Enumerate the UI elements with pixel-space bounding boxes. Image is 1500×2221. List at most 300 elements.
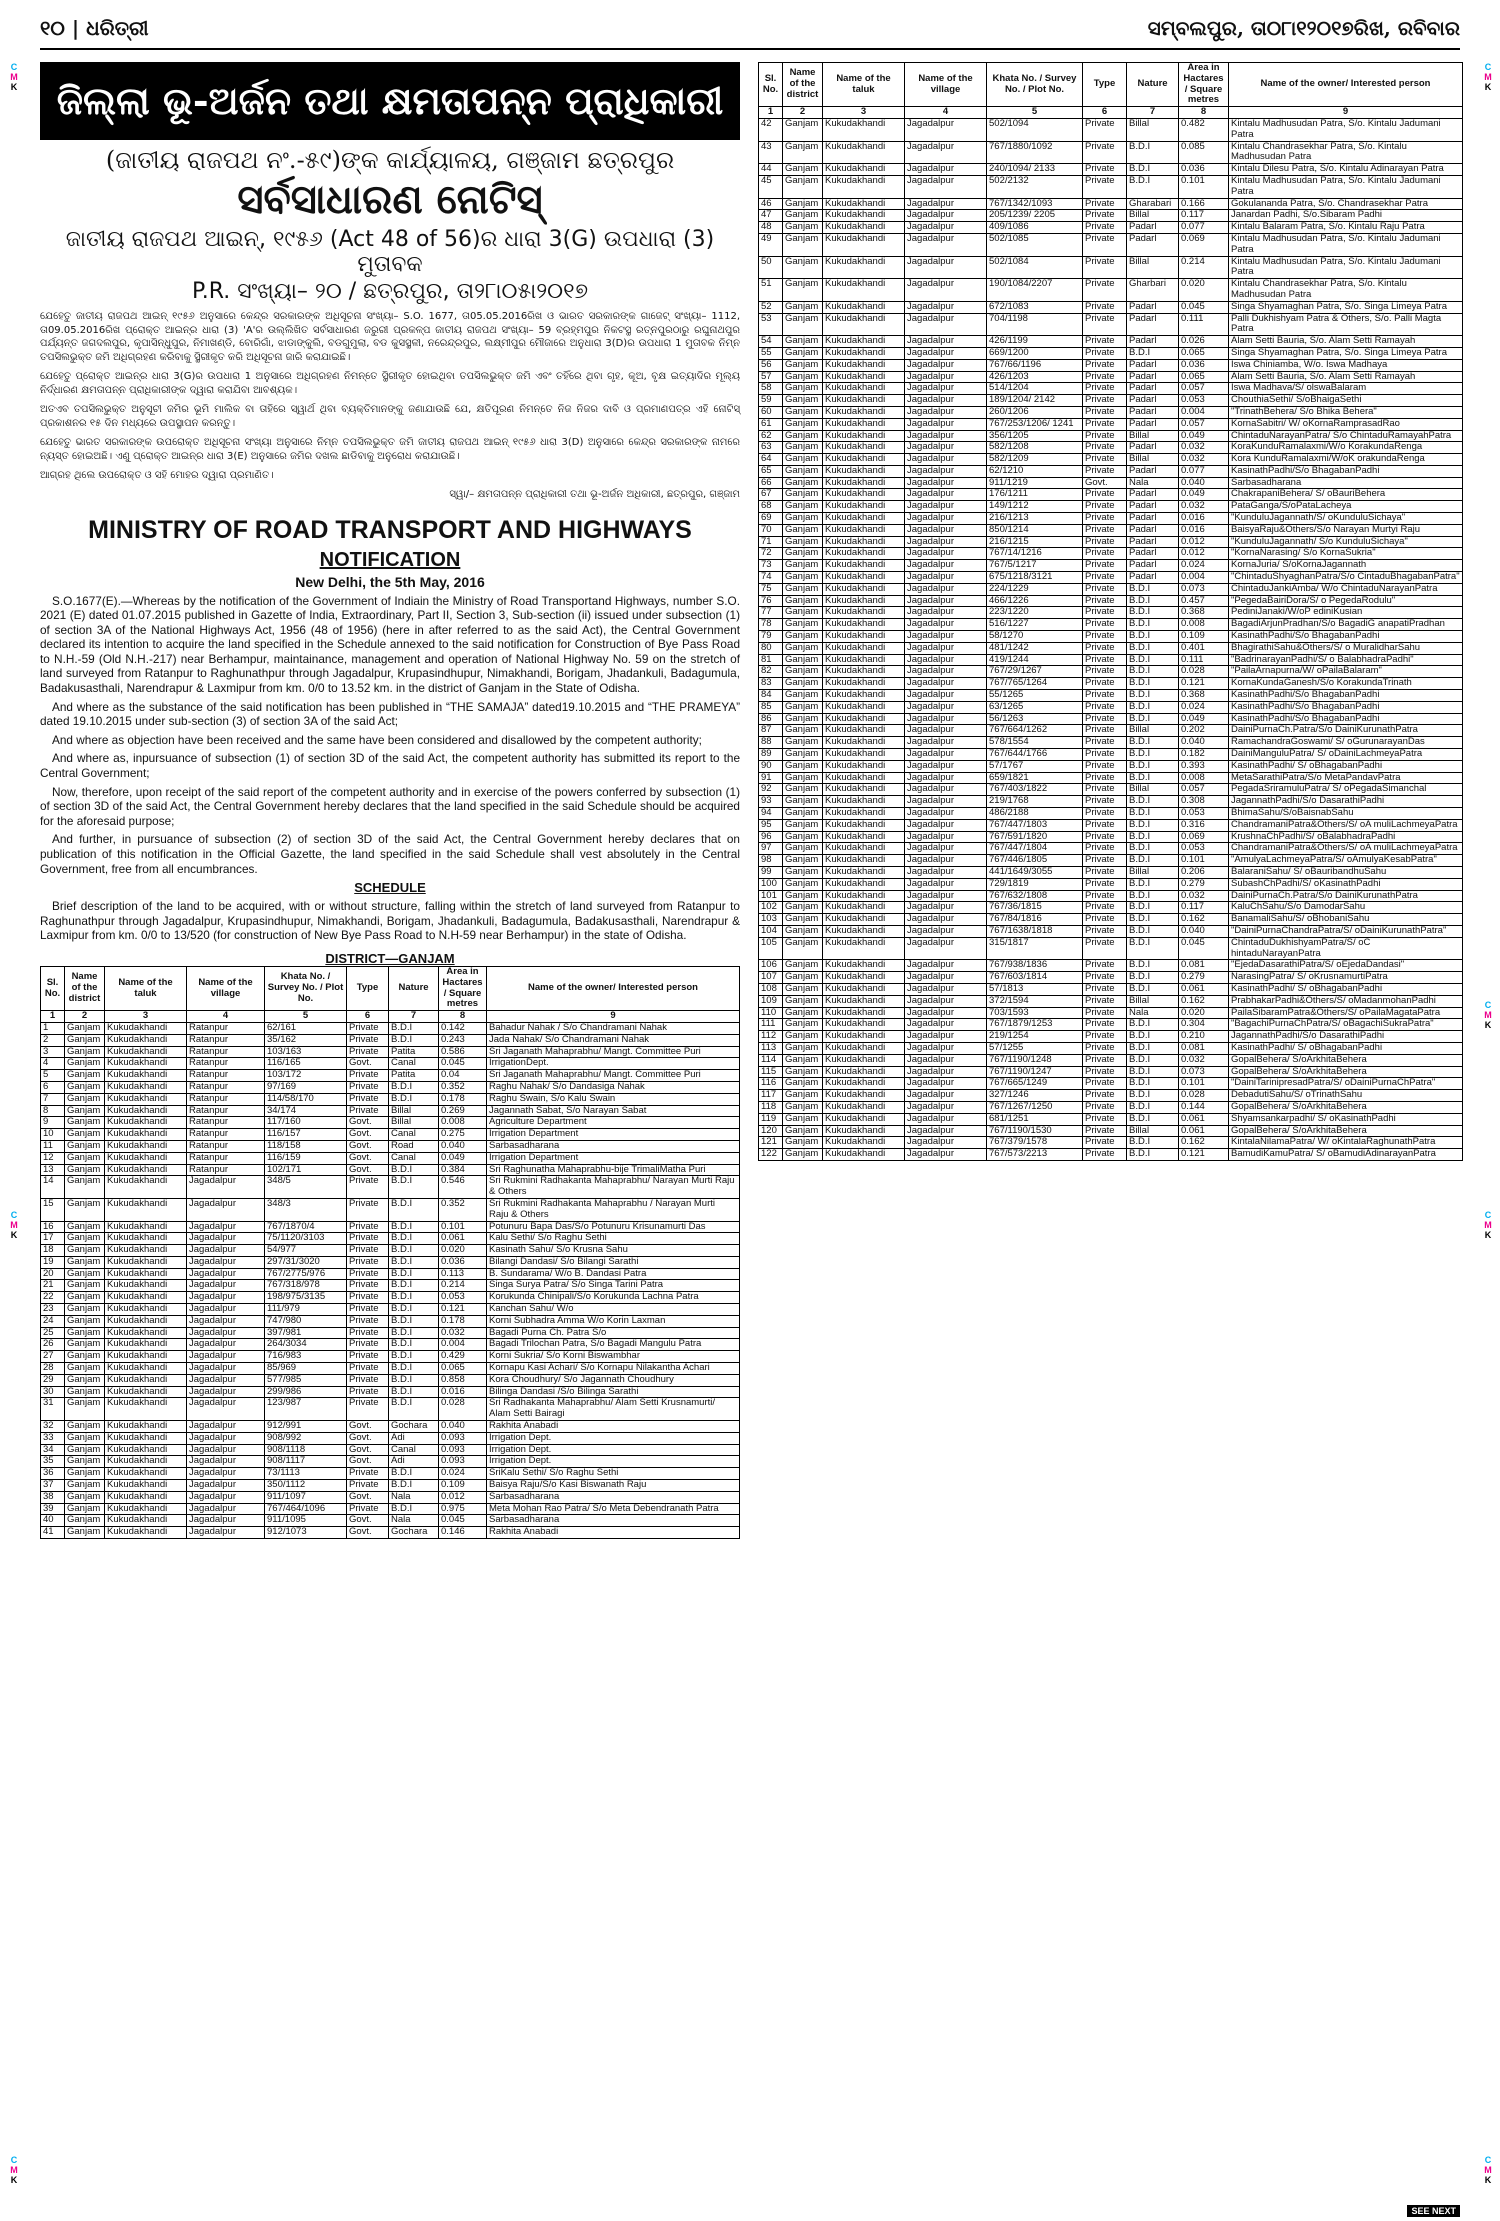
table-cell: Kukudakhandi: [823, 536, 905, 548]
table-cell: Jagadalpur: [187, 1398, 265, 1421]
table-cell: 112: [759, 1031, 783, 1043]
table-cell: Korni Sukria/ S/o Korni Biswambhar: [487, 1351, 740, 1363]
table-cell: Jada Nahak/ S/o Chandramani Nahak: [487, 1034, 740, 1046]
table-row: [759, 489, 1463, 501]
table-cell: B.D.I: [389, 1386, 439, 1398]
table-cell: Kukudakhandi: [105, 1480, 187, 1492]
table-cell: Govt.: [347, 1117, 389, 1129]
table-cell: Kukudakhandi: [105, 1315, 187, 1327]
table-cell: Bahadur Nahak / S/o Chandramani Nahak: [487, 1022, 740, 1034]
table-cell: Kukudakhandi: [105, 1432, 187, 1444]
table-row: [759, 972, 1463, 984]
table-row: [759, 619, 1463, 631]
table-cell: B.D.I: [389, 1374, 439, 1386]
table-cell: Private: [1083, 313, 1127, 336]
table-cell: BagadiArjunPradhan/S/o BagadiG anapatiPradhan: [1229, 619, 1463, 631]
table-cell: Kukudakhandi: [105, 1421, 187, 1433]
table-cell: 767/1190/1248: [987, 1054, 1083, 1066]
table-cell: Kukudakhandi: [823, 678, 905, 690]
table-cell: Private: [1083, 1149, 1127, 1161]
registration-mark: C M K: [10, 62, 18, 92]
table-cell: BalaraniSahu/ S/ oBauribandhuSahu: [1229, 866, 1463, 878]
table-cell: Canal: [389, 1444, 439, 1456]
table-cell: 114: [759, 1054, 783, 1066]
table-row: [41, 1432, 740, 1444]
table-cell: Private: [1083, 501, 1127, 513]
table-cell: Ganjam: [783, 642, 823, 654]
table-cell: 672/1083: [987, 301, 1083, 313]
table-cell: Ganjam: [65, 1339, 105, 1351]
table-row: [759, 678, 1463, 690]
table-cell: Private: [1083, 678, 1127, 690]
table-row: [41, 1022, 740, 1034]
table-cell: Jagadalpur: [905, 347, 987, 359]
table-cell: Jagadalpur: [905, 313, 987, 336]
table-cell: Jagadalpur: [905, 279, 987, 302]
table-cell: 767/253/1206/ 1241: [987, 418, 1083, 430]
table-cell: Ganjam: [783, 678, 823, 690]
table-cell: Ganjam: [783, 465, 823, 477]
table-cell: B.D.I: [389, 1034, 439, 1046]
table-cell: Ganjam: [65, 1140, 105, 1152]
table-cell: Billal: [1127, 118, 1179, 141]
table-row: [759, 831, 1463, 843]
table-cell: Padarl: [1127, 560, 1179, 572]
table-cell: Govt.: [347, 1456, 389, 1468]
table-cell: 767/1870/4: [265, 1221, 347, 1233]
notification-heading: NOTIFICATION: [319, 548, 461, 571]
table-cell: 502/1085: [987, 233, 1083, 256]
table-cell: Kukudakhandi: [105, 1304, 187, 1316]
table-row: [759, 760, 1463, 772]
table-cell: Ganjam: [783, 784, 823, 796]
table-cell: 120: [759, 1125, 783, 1137]
table-row: [759, 524, 1463, 536]
column-number: 8: [439, 1011, 487, 1023]
table-cell: 767/1267/1250: [987, 1101, 1083, 1113]
table-cell: Govt.: [1083, 477, 1127, 489]
table-cell: 0.482: [1179, 118, 1229, 141]
table-cell: 6: [41, 1081, 65, 1093]
table-row: [759, 1078, 1463, 1090]
table-cell: Padarl: [1127, 548, 1179, 560]
table-cell: Kukudakhandi: [823, 1031, 905, 1043]
table-cell: Ganjam: [783, 477, 823, 489]
table-cell: Ganjam: [783, 701, 823, 713]
table-cell: Padarl: [1127, 442, 1179, 454]
land-schedule-table-right: [758, 62, 1463, 1161]
table-row: [41, 1105, 740, 1117]
table-cell: Kukudakhandi: [105, 1292, 187, 1304]
table-cell: Ganjam: [783, 808, 823, 820]
table-cell: 216/1215: [987, 536, 1083, 548]
table-row: [759, 902, 1463, 914]
table-cell: 514/1204: [987, 383, 1083, 395]
table-row: [759, 164, 1463, 176]
table-cell: 47: [759, 210, 783, 222]
table-cell: ChintaduJankiAmba/ W/o ChintaduNarayanPatra: [1229, 583, 1463, 595]
table-cell: Jagadalpur: [187, 1292, 265, 1304]
table-cell: 149/1212: [987, 501, 1083, 513]
table-cell: 0.166: [1179, 198, 1229, 210]
table-cell: 54: [759, 336, 783, 348]
table-cell: Private: [347, 1386, 389, 1398]
table-cell: 43: [759, 141, 783, 164]
table-cell: Jagadalpur: [187, 1456, 265, 1468]
table-cell: Ganjam: [783, 866, 823, 878]
table-row: [759, 560, 1463, 572]
notification-paragraph: And where as, inpursuance of subsection (1) of section 3D of the said Act, the competent authority has submitted its report to the Central Government;: [40, 751, 740, 781]
table-cell: Kukudakhandi: [823, 1078, 905, 1090]
table-cell: Sri Rukmini Radhakanta Mahaprabhu / Narayan Murti Raju & Others: [487, 1198, 740, 1221]
table-cell: Ganjam: [783, 442, 823, 454]
table-row: [759, 1031, 1463, 1043]
table-cell: "EjedaDasarathiPatra/S/ oEjedaDandasi": [1229, 960, 1463, 972]
table-cell: Private: [347, 1398, 389, 1421]
table-cell: Jagadalpur: [187, 1480, 265, 1492]
table-cell: Road: [389, 1140, 439, 1152]
table-cell: 17: [41, 1233, 65, 1245]
table-cell: 0.032: [1179, 454, 1229, 466]
table-cell: Kukudakhandi: [823, 548, 905, 560]
table-row: [759, 642, 1463, 654]
table-cell: Private: [1083, 233, 1127, 256]
table-cell: Jagadalpur: [905, 371, 987, 383]
table-cell: Padarl: [1127, 501, 1179, 513]
column-header: Khata No. / Survey No. / Plot No.: [987, 63, 1083, 107]
table-cell: B.D.I: [389, 1081, 439, 1093]
table-cell: B.D.I: [1127, 347, 1179, 359]
table-cell: Jagadalpur: [905, 256, 987, 279]
table-row: [759, 890, 1463, 902]
table-cell: 502/1084: [987, 256, 1083, 279]
table-cell: Ganjam: [783, 313, 823, 336]
table-cell: 4: [41, 1058, 65, 1070]
table-cell: 767/664/1262: [987, 725, 1083, 737]
table-cell: KasinathPadhi/S/o BhagabanPadhi: [1229, 465, 1463, 477]
table-cell: Billal: [1127, 454, 1179, 466]
table-cell: Ganjam: [783, 925, 823, 937]
table-cell: 767/403/1822: [987, 784, 1083, 796]
table-cell: Kukudakhandi: [105, 1515, 187, 1527]
table-row: [759, 118, 1463, 141]
table-cell: Korni Subhadra Amma W/o Korin Laxman: [487, 1315, 740, 1327]
public-notice-title: ସର୍ବସାଧାରଣ ନୋଟିସ୍: [237, 176, 543, 223]
table-cell: Govt.: [347, 1129, 389, 1141]
odia-paragraph: ଅତଏବ ତପସିଲଭୁକ୍ତ ଅନୁସୂଚୀ ଜମିର ଭୂମି ମାଲିକ ବା ତାହିରେ ସ୍ୱାର୍ଥ ଥିବା ବ୍ୟକ୍ତିମାନଙ୍କୁ ଜଣାଯାଉଛି ଯେ, କ୍ଷତିପୂରଣ ନିମନ୍ତେ ନିଜ ନିଜର ଦାବି ଓ ପ୍ରମାଣପତ୍ର ଏହି ନୋଟିସ୍ ପ୍ରକାଶନର ୧୫ ଦିନ ମଧ୍ୟରେ ଉପସ୍ଥାପନ କରନ୍ତୁ।: [40, 404, 740, 429]
table-cell: Private: [1083, 1101, 1127, 1113]
table-cell: Private: [347, 1480, 389, 1492]
table-cell: "KunduluJagannath/ S/o KunduluSichaya": [1229, 536, 1463, 548]
table-cell: 23: [41, 1304, 65, 1316]
table-cell: 0.202: [1179, 725, 1229, 737]
column-header: Khata No. / Survey No. / Plot No.: [265, 966, 347, 1010]
table-row: [759, 313, 1463, 336]
table-cell: 912/1073: [265, 1527, 347, 1539]
table-row: [41, 1315, 740, 1327]
table-row: [41, 1444, 740, 1456]
table-cell: 240/1094/ 2133: [987, 164, 1083, 176]
table-cell: 65: [759, 465, 783, 477]
table-cell: Kornapu Kasi Achari/ S/o Kornapu Nilakantha Achari: [487, 1363, 740, 1375]
table-cell: 111: [759, 1019, 783, 1031]
table-cell: Private: [347, 1315, 389, 1327]
table-cell: Jagadalpur: [905, 1054, 987, 1066]
table-cell: Kukudakhandi: [105, 1093, 187, 1105]
table-cell: 0.049: [439, 1152, 487, 1164]
table-cell: 81: [759, 654, 783, 666]
table-cell: 176/1211: [987, 489, 1083, 501]
table-cell: 106: [759, 960, 783, 972]
table-cell: Private: [1083, 784, 1127, 796]
table-cell: Ganjam: [65, 1093, 105, 1105]
table-cell: "BadrinarayanPadhi/S/ o BalabhadraPadhi": [1229, 654, 1463, 666]
table-cell: 89: [759, 749, 783, 761]
odia-paragraph: ଆଗ୍ରହ ଥିଲେ ଉପରୋକ୍ତ ଓ ସହି ମୋହର ଦ୍ୱାରା ପ୍ରମାଣିତ।: [40, 470, 274, 481]
table-cell: Private: [1083, 937, 1127, 960]
table-cell: Kukudakhandi: [823, 1019, 905, 1031]
table-cell: Ganjam: [65, 1386, 105, 1398]
table-cell: Ganjam: [65, 1456, 105, 1468]
table-cell: Ganjam: [783, 749, 823, 761]
table-row: [759, 937, 1463, 960]
table-cell: "PegedaBairiDora/S/ o PegedaRodulu": [1229, 595, 1463, 607]
notification-dateline: New Delhi, the 5th May, 2016: [295, 573, 485, 590]
table-cell: Ganjam: [783, 1007, 823, 1019]
table-cell: Ganjam: [65, 1117, 105, 1129]
table-cell: 264/3034: [265, 1339, 347, 1351]
table-cell: 315/1817: [987, 937, 1083, 960]
table-cell: KornaSabitri/ W/ oKornaRamprasadRao: [1229, 418, 1463, 430]
table-row: [759, 866, 1463, 878]
table-cell: Ganjam: [783, 301, 823, 313]
table-cell: Jagadalpur: [905, 164, 987, 176]
table-cell: Jagadalpur: [187, 1176, 265, 1199]
table-cell: 85/969: [265, 1363, 347, 1375]
table-cell: Jagadalpur: [905, 210, 987, 222]
table-cell: Ganjam: [783, 960, 823, 972]
table-cell: Jagadalpur: [905, 796, 987, 808]
table-cell: Private: [347, 1468, 389, 1480]
table-cell: Kukudakhandi: [823, 198, 905, 210]
table-row: [759, 843, 1463, 855]
table-cell: 850/1214: [987, 524, 1083, 536]
table-cell: Private: [1083, 983, 1127, 995]
table-row: [41, 1093, 740, 1105]
table-cell: Jagadalpur: [905, 808, 987, 820]
table-cell: Private: [1083, 383, 1127, 395]
table-cell: Ganjam: [783, 524, 823, 536]
table-cell: 24: [41, 1315, 65, 1327]
table-cell: Ganjam: [783, 222, 823, 234]
table-cell: 97: [759, 843, 783, 855]
table-cell: 0.121: [439, 1304, 487, 1316]
table-cell: 0.243: [439, 1034, 487, 1046]
table-cell: 5: [41, 1070, 65, 1082]
table-cell: Private: [347, 1245, 389, 1257]
table-cell: Ganjam: [783, 995, 823, 1007]
column-number: 9: [1229, 107, 1463, 119]
table-cell: Private: [1083, 442, 1127, 454]
table-cell: Alam Setti Bauria, S/o. Alam Setti Ramayah: [1229, 336, 1463, 348]
table-row: [759, 347, 1463, 359]
table-cell: 59: [759, 395, 783, 407]
table-cell: 91: [759, 772, 783, 784]
table-cell: Jagadalpur: [905, 477, 987, 489]
column-number: 1: [759, 107, 783, 119]
table-cell: Private: [1083, 972, 1127, 984]
table-row: [41, 1515, 740, 1527]
table-cell: 0.049: [1179, 713, 1229, 725]
table-cell: Kukudakhandi: [823, 233, 905, 256]
table-cell: Private: [1083, 1113, 1127, 1125]
table-cell: Private: [1083, 654, 1127, 666]
table-cell: 0.146: [439, 1527, 487, 1539]
table-cell: Govt.: [347, 1140, 389, 1152]
table-cell: Jagadalpur: [905, 937, 987, 960]
table-cell: Nala: [1127, 477, 1179, 489]
table-row: [759, 233, 1463, 256]
table-cell: 767/632/1808: [987, 890, 1083, 902]
table-cell: 767/591/1820: [987, 831, 1083, 843]
table-cell: 219/1254: [987, 1031, 1083, 1043]
table-cell: Ganjam: [783, 796, 823, 808]
table-cell: Ganjam: [783, 347, 823, 359]
table-cell: B.D.I: [1127, 760, 1179, 772]
notification-paragraph: And where as objection have been received and the same have been considered and disallowed by the competent authority;: [52, 732, 702, 747]
table-cell: 0.028: [439, 1398, 487, 1421]
table-cell: 111/979: [265, 1304, 347, 1316]
table-row: [41, 1233, 740, 1245]
table-cell: B.D.I: [389, 1351, 439, 1363]
table-cell: Ganjam: [783, 489, 823, 501]
table-cell: KasinathPadhi/ S/ oBhagabanPadhi: [1229, 760, 1463, 772]
table-cell: 0.012: [1179, 548, 1229, 560]
table-cell: Ganjam: [783, 1090, 823, 1102]
table-cell: B.D.I: [1127, 972, 1179, 984]
table-cell: B.D.I: [1127, 713, 1179, 725]
table-cell: 41: [41, 1527, 65, 1539]
table-cell: Private: [1083, 772, 1127, 784]
table-cell: Private: [1083, 210, 1127, 222]
table-cell: Ganjam: [783, 595, 823, 607]
table-cell: Jagadalpur: [187, 1374, 265, 1386]
table-cell: Kukudakhandi: [823, 1066, 905, 1078]
table-cell: Kintalu Balaram Patra, S/o. Kintalu Raju Patra: [1229, 222, 1463, 234]
table-cell: Ganjam: [65, 1245, 105, 1257]
table-cell: 0.111: [1179, 313, 1229, 336]
table-cell: 37: [41, 1480, 65, 1492]
table-cell: Ratanpur: [187, 1164, 265, 1176]
table-cell: B.D.I: [1127, 749, 1179, 761]
table-cell: Private: [1083, 796, 1127, 808]
table-cell: Jagannath Sabat, S/o Narayan Sabat: [487, 1105, 740, 1117]
table-cell: Private: [1083, 430, 1127, 442]
table-cell: 116/165: [265, 1058, 347, 1070]
table-cell: 72: [759, 548, 783, 560]
table-cell: Kora Choudhury/ S/o Jagannath Choudhury: [487, 1374, 740, 1386]
table-cell: B.D.I: [389, 1315, 439, 1327]
table-cell: 69: [759, 513, 783, 525]
table-cell: 35/162: [265, 1034, 347, 1046]
table-cell: 767/446/1805: [987, 855, 1083, 867]
table-cell: BanamaliSahu/S/ oBhobaniSahu: [1229, 914, 1463, 926]
table-cell: 19: [41, 1256, 65, 1268]
column-header: Name of the owner/ Interested person: [487, 966, 740, 1010]
table-cell: Ganjam: [783, 1066, 823, 1078]
table-cell: 350/1112: [265, 1480, 347, 1492]
table-cell: Private: [347, 1280, 389, 1292]
table-cell: Jagadalpur: [187, 1421, 265, 1433]
table-cell: Kukudakhandi: [823, 1101, 905, 1113]
table-cell: 911/1097: [265, 1491, 347, 1503]
table-cell: Jagadalpur: [187, 1444, 265, 1456]
table-cell: 8: [41, 1105, 65, 1117]
table-cell: Private: [347, 1374, 389, 1386]
table-cell: Private: [1083, 279, 1127, 302]
table-cell: "DainiPurnaChandraPatra/S/ oDainiKurunathPatra": [1229, 925, 1463, 937]
table-cell: Jagadalpur: [905, 960, 987, 972]
table-row: [41, 1456, 740, 1468]
table-cell: PrabhakarPadhi&Others/S/ oMadanmohanPadhi: [1229, 995, 1463, 1007]
table-cell: Jagadalpur: [905, 749, 987, 761]
table-row: [41, 1351, 740, 1363]
table-cell: 64: [759, 454, 783, 466]
table-cell: Jagadalpur: [187, 1327, 265, 1339]
table-cell: Private: [347, 1304, 389, 1316]
table-row: [41, 1527, 740, 1539]
table-cell: Private: [1083, 701, 1127, 713]
table-row: [759, 1090, 1463, 1102]
table-cell: 441/1649/3055: [987, 866, 1083, 878]
table-cell: Private: [347, 1327, 389, 1339]
table-cell: 348/5: [265, 1176, 347, 1199]
table-cell: B.D.I: [1127, 831, 1179, 843]
table-cell: 767/447/1803: [987, 819, 1083, 831]
table-cell: Billal: [1127, 866, 1179, 878]
table-cell: Kukudakhandi: [823, 1137, 905, 1149]
table-cell: 76: [759, 595, 783, 607]
table-cell: Ganjam: [783, 560, 823, 572]
table-cell: Singa Shyamaghan Patra, S/o. Singa Limeya Patra: [1229, 301, 1463, 313]
table-cell: Ganjam: [65, 1432, 105, 1444]
column-header: Name of the district: [783, 63, 823, 107]
table-cell: 116/157: [265, 1129, 347, 1141]
table-cell: PediniJanaki/W/oP ediniKusian: [1229, 607, 1463, 619]
table-cell: Ganjam: [783, 1042, 823, 1054]
table-cell: 0.101: [439, 1221, 487, 1233]
table-cell: 327/1246: [987, 1090, 1083, 1102]
table-row: [759, 1019, 1463, 1031]
table-cell: 0.304: [1179, 1019, 1229, 1031]
table-row: [41, 1117, 740, 1129]
table-cell: 15: [41, 1198, 65, 1221]
table-cell: 32: [41, 1421, 65, 1433]
table-cell: 68: [759, 501, 783, 513]
table-cell: Jagadalpur: [187, 1432, 265, 1444]
table-cell: 54/977: [265, 1245, 347, 1257]
notification-paragraph: And further, in pursuance of subsection (2) of section 3D of the said Act, the Central Government hereby declares that on publication of this notification in the Official Gazette, the land specified in the said Schedule shall vest absolutely in the Central Government, free from all encumbrances.: [40, 832, 740, 876]
table-cell: Ganjam: [783, 1019, 823, 1031]
table-cell: 0.117: [1179, 902, 1229, 914]
table-cell: 0.040: [439, 1421, 487, 1433]
table-row: [41, 1363, 740, 1375]
table-cell: Private: [1083, 690, 1127, 702]
table-cell: 0.546: [439, 1176, 487, 1199]
odia-paragraph: ଯେହେତୁ ଭାରତ ସରକାରଙ୍କ ଉପରୋକ୍ତ ଅଧିସୂଚନା ସଂଖ୍ୟା ଅନୁସାରେ ନିମ୍ନ ତପସିଲଭୁକ୍ତ ଜମି ଜାତୀୟ ରାଜପଥ ଆଇନ୍ ୧୯୫୬ ଧାରା 3(D) ଅନୁସାରେ କେନ୍ଦ୍ର ସରକାରଙ୍କ ନାମରେ ନ୍ୟସ୍ତ ହୋଇଅଛି। ଏଣୁ ପ୍ରୋକ୍ତ ଆଇନ୍‌ର ଧାରା 3(E) ଅନୁସାରେ ଜମିର ଦଖଲ ଛାଡିବାକୁ ଅନୁରୋଧ କରାଯାଉଛି।: [40, 437, 740, 462]
table-cell: Kukudakhandi: [105, 1268, 187, 1280]
table-cell: Ganjam: [783, 654, 823, 666]
